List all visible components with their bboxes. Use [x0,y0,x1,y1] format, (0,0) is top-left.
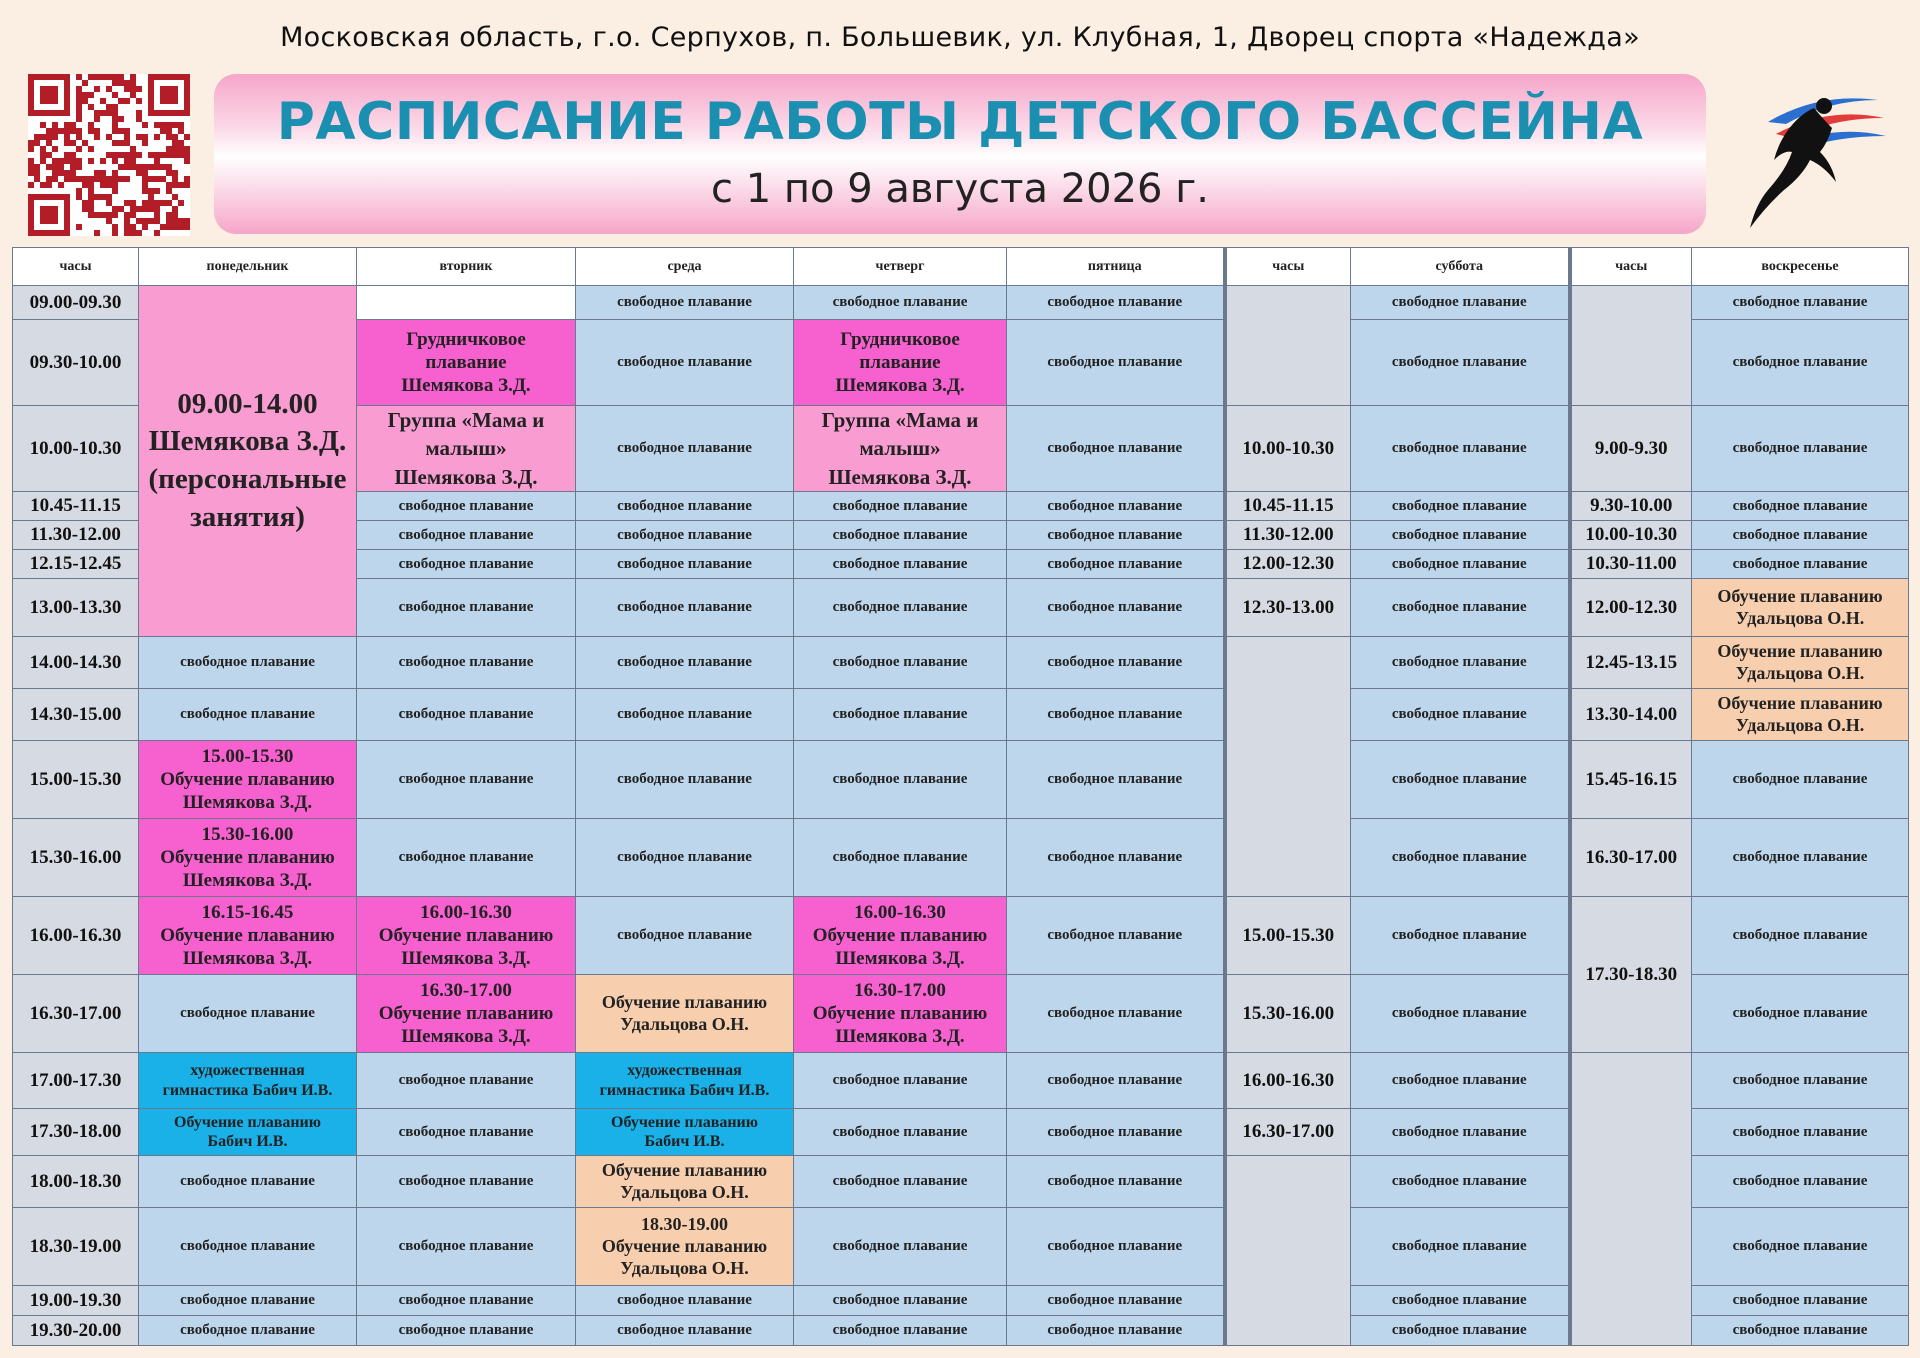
table-row [13,819,1909,897]
monday-free-swim: свободное плавание [139,1208,357,1286]
tuesday-lesson-shemyakova [357,897,576,975]
friday-free-swim: свободное плавание [1007,550,1225,579]
cell-text-line: гимнастика Бабич И.В. [162,1081,333,1099]
tuesday-free-swim: свободное плавание [357,492,576,521]
friday-free-swim: свободное плавание [1007,1053,1225,1109]
table-row [13,637,1909,689]
date-range: с 1 по 9 августа 2026 г. [711,166,1209,212]
cell-text-line: 16.00-16.30 [420,901,512,923]
cell-text-line: Удальцова О.Н. [620,1257,749,1278]
hours-cell: 09.30-10.00 [13,320,139,406]
col-header-saturday-hours: часы [1225,248,1351,286]
hours-cell: 10.45-11.15 [13,492,139,521]
thursday-free-swim: свободное плавание [794,286,1007,320]
col-header-monday: понедельник [139,248,357,286]
tuesday-free-swim: свободное плавание [357,1208,576,1286]
wednesday-free-swim: свободное плавание [576,819,794,897]
sunday-hours-cell: 13.30-14.00 [1570,689,1692,741]
thursday-lesson-shemyakova [794,975,1007,1053]
wednesday-free-swim: свободное плавание [576,521,794,550]
tuesday-free-swim: свободное плавание [357,689,576,741]
tuesday-mom-and-baby-group [357,406,576,492]
thursday-free-swim: свободное плавание [794,492,1007,521]
saturday-free-swim: свободное плавание [1351,1286,1570,1316]
tuesday-infant-swimming [357,320,576,406]
col-header-tuesday: вторник [357,248,576,286]
tuesday-free-swim: свободное плавание [357,1156,576,1208]
hours-cell: 18.00-18.30 [13,1156,139,1208]
thursday-free-swim: свободное плавание [794,579,1007,637]
tuesday-free-swim: свободное плавание [357,1109,576,1156]
cell-text-line: Шемякова З.Д. [182,792,313,814]
cell-text-line: Обучение плаванию [378,1002,554,1024]
saturday-free-swim: свободное плавание [1351,286,1570,320]
cell-text-line: Обучение плаванию [812,924,988,946]
sunday-hours-empty [1570,1053,1692,1346]
tuesday-free-swim: свободное плавание [357,741,576,819]
monday-free-swim: свободное плавание [139,1316,357,1346]
cell-text-line: художественная [627,1062,742,1080]
thursday-free-swim: свободное плавание [794,689,1007,741]
tuesday-free-swim: свободное плавание [357,1053,576,1109]
cell-text-line: занятия) [190,500,305,533]
saturday-free-swim: свободное плавание [1351,320,1570,406]
cell-text-line: 18.30-19.00 [641,1213,728,1234]
address-line: Московская область, г.о. Серпухов, п. Большевик, ул. Клубная, 1, Дворец спорта «Надежда» [280,22,1640,53]
cell-text-line: плавание [859,351,941,373]
cell-text-line: Обучение плаванию [601,1235,768,1256]
sunday-hours-cell: 10.30-11.00 [1570,550,1692,579]
friday-free-swim: свободное плавание [1007,286,1225,320]
cell-text-line: 15.30-16.00 [201,823,294,845]
friday-free-swim: свободное плавание [1007,1208,1225,1286]
thursday-free-swim: свободное плавание [794,637,1007,689]
sunday-hours-cell: 9.30-10.00 [1570,492,1692,521]
hours-cell: 19.00-19.30 [13,1286,139,1316]
monday-free-swim: свободное плавание [139,975,357,1053]
friday-free-swim: свободное плавание [1007,406,1225,492]
sunday-hours-cell: 12.00-12.30 [1570,579,1692,637]
wednesday-lesson-udaltsova [576,1156,794,1208]
thursday-free-swim: свободное плавание [794,550,1007,579]
cell-text-line: малыш» [859,436,941,461]
table-row [13,897,1909,975]
sunday-lesson-udaltsova [1692,579,1909,637]
monday-personal-sessions [139,286,357,637]
saturday-free-swim: свободное плавание [1351,406,1570,492]
table-row [13,1053,1909,1109]
cell-text-line: Обучение плаванию [1717,585,1883,606]
saturday-free-swim: свободное плавание [1351,1109,1570,1156]
friday-free-swim: свободное плавание [1007,521,1225,550]
thursday-free-swim: свободное плавание [794,1286,1007,1316]
monday-free-swim: свободное плавание [139,637,357,689]
friday-free-swim: свободное плавание [1007,1286,1225,1316]
cell-text-line: Обучение плаванию [611,1113,758,1131]
friday-free-swim: свободное плавание [1007,320,1225,406]
thursday-free-swim: свободное плавание [794,1208,1007,1286]
friday-free-swim: свободное плавание [1007,741,1225,819]
monday-free-swim: свободное плавание [139,1286,357,1316]
saturday-free-swim: свободное плавание [1351,819,1570,897]
col-header-hours: часы [13,248,139,286]
monday-gymnastics-babich [139,1053,357,1109]
cell-text-line: Удальцова О.Н. [1735,662,1865,683]
sunday-hours-empty [1570,286,1692,406]
cell-text-line: Грудничковое [840,328,960,350]
saturday-hours-cell: 10.45-11.15 [1225,492,1351,521]
cell-text-line: гимнастика Бабич И.В. [599,1081,770,1099]
cell-text-line: Удальцова О.Н. [620,1013,749,1034]
thursday-free-swim: свободное плавание [794,741,1007,819]
cell-text-line: Бабич И.В. [207,1133,288,1151]
page-title: РАСПИСАНИЕ РАБОТЫ ДЕТСКОГО БАССЕЙНА [276,92,1644,152]
saturday-hours-empty [1225,1156,1351,1346]
table-row [13,741,1909,819]
cell-text-line: малыш» [425,436,507,461]
thursday-mom-and-baby-group [794,406,1007,492]
col-header-wednesday: среда [576,248,794,286]
sunday-lesson-udaltsova [1692,637,1909,689]
saturday-hours-cell: 15.30-16.00 [1225,975,1351,1053]
cell-text-line: Шемякова З.Д. [401,375,531,397]
sunday-free-swim: свободное плавание [1692,1053,1909,1109]
cell-text-line: плавание [425,351,507,373]
sunday-free-swim: свободное плавание [1692,521,1909,550]
tuesday-empty-cell [357,286,576,320]
thursday-lesson-shemyakova [794,897,1007,975]
friday-free-swim: свободное плавание [1007,1156,1225,1208]
hours-cell: 15.30-16.00 [13,819,139,897]
saturday-free-swim: свободное плавание [1351,741,1570,819]
cell-text-line: Обучение плаванию [160,846,335,868]
sunday-free-swim: свободное плавание [1692,1109,1909,1156]
sunday-hours-cell: 17.30-18.30 [1570,897,1692,1053]
thursday-free-swim: свободное плавание [794,1053,1007,1109]
hours-cell: 17.00-17.30 [13,1053,139,1109]
wednesday-lesson-udaltsova [576,1208,794,1286]
tuesday-free-swim: свободное плавание [357,550,576,579]
hours-cell: 15.00-15.30 [13,741,139,819]
sunday-free-swim: свободное плавание [1692,550,1909,579]
cell-text-line: Удальцова О.Н. [1735,714,1865,735]
table-header-row [13,248,1909,286]
col-header-sunday-hours: часы [1570,248,1692,286]
sunday-free-swim: свободное плавание [1692,1316,1909,1346]
cell-text-line: Удальцова О.Н. [1735,607,1865,628]
friday-free-swim: свободное плавание [1007,689,1225,741]
monday-lesson-shemyakova [139,819,357,897]
wednesday-free-swim: свободное плавание [576,689,794,741]
cell-text-line: Шемякова З.Д. [148,425,347,458]
monday-lesson-shemyakova [139,897,357,975]
cell-text-line: Обучение плаванию [601,1159,768,1180]
col-header-sunday: воскресенье [1692,248,1909,286]
col-header-thursday: четверг [794,248,1007,286]
cell-text-line: художественная [190,1062,305,1080]
table-row [13,286,1909,320]
tuesday-free-swim: свободное плавание [357,637,576,689]
cell-text-line: 16.30-17.00 [420,979,512,1001]
hours-cell: 16.00-16.30 [13,897,139,975]
cell-text-line: Обучение плаванию [378,924,554,946]
hours-cell: 12.15-12.45 [13,550,139,579]
saturday-hours-cell: 15.00-15.30 [1225,897,1351,975]
hours-cell: 10.00-10.30 [13,406,139,492]
hours-cell: 16.30-17.00 [13,975,139,1053]
cell-text-line: Удальцова О.Н. [620,1181,749,1202]
wednesday-lesson-udaltsova [576,975,794,1053]
wednesday-free-swim: свободное плавание [576,1286,794,1316]
saturday-free-swim: свободное плавание [1351,1316,1570,1346]
qr-code-icon[interactable] [28,74,190,236]
wednesday-free-swim: свободное плавание [576,741,794,819]
wednesday-free-swim: свободное плавание [576,579,794,637]
table-row [13,689,1909,741]
friday-free-swim: свободное плавание [1007,1109,1225,1156]
sunday-free-swim: свободное плавание [1692,1156,1909,1208]
wednesday-free-swim: свободное плавание [576,320,794,406]
friday-free-swim: свободное плавание [1007,819,1225,897]
swimmer-logo-icon [1728,78,1888,234]
wednesday-lesson-babich [576,1109,794,1156]
cell-text-line: Шемякова З.Д. [835,948,965,970]
friday-free-swim: свободное плавание [1007,1316,1225,1346]
cell-text-line: Обучение плаванию [160,768,335,790]
hours-cell: 11.30-12.00 [13,521,139,550]
saturday-free-swim: свободное плавание [1351,637,1570,689]
hours-cell: 17.30-18.00 [13,1109,139,1156]
saturday-free-swim: свободное плавание [1351,550,1570,579]
saturday-free-swim: свободное плавание [1351,1156,1570,1208]
tuesday-free-swim: свободное плавание [357,1316,576,1346]
hours-cell: 14.30-15.00 [13,689,139,741]
thursday-free-swim: свободное плавание [794,1156,1007,1208]
saturday-free-swim: свободное плавание [1351,1053,1570,1109]
saturday-hours-empty [1225,286,1351,406]
sunday-free-swim: свободное плавание [1692,819,1909,897]
cell-text-line: Шемякова З.Д. [182,948,313,970]
wednesday-free-swim: свободное плавание [576,286,794,320]
saturday-free-swim: свободное плавание [1351,521,1570,550]
cell-text-line: Обучение плаванию [812,1002,988,1024]
cell-text-line: Грудничковое [406,328,526,350]
sunday-hours-cell: 15.45-16.15 [1570,741,1692,819]
title-banner [214,74,1706,234]
friday-free-swim: свободное плавание [1007,637,1225,689]
pool-schedule-table [12,247,1909,1346]
sunday-hours-cell: 16.30-17.00 [1570,819,1692,897]
tuesday-lesson-shemyakova [357,975,576,1053]
thursday-free-swim: свободное плавание [794,819,1007,897]
monday-lesson-babich [139,1109,357,1156]
saturday-free-swim: свободное плавание [1351,492,1570,521]
sunday-free-swim: свободное плавание [1692,320,1909,406]
cell-text-line: Группа «Мама и [387,408,545,432]
saturday-hours-cell: 16.30-17.00 [1225,1109,1351,1156]
hours-cell: 18.30-19.00 [13,1208,139,1286]
cell-text-line: Обучение плаванию [174,1113,321,1131]
cell-text-line: Обучение плаванию [160,924,335,946]
cell-text-line: 15.00-15.30 [201,745,294,767]
sunday-hours-cell: 12.45-13.15 [1570,637,1692,689]
sunday-hours-cell: 10.00-10.30 [1570,521,1692,550]
cell-text-line: Шемякова З.Д. [401,1026,531,1048]
cell-text-line: Шемякова З.Д. [835,1026,965,1048]
sunday-free-swim: свободное плавание [1692,1286,1909,1316]
cell-text-line: Обучение плаванию [1717,640,1883,661]
cell-text-line: 09.00-14.00 [177,387,318,420]
sunday-hours-cell: 9.00-9.30 [1570,406,1692,492]
cell-text-line: Обучение плаванию [601,991,768,1012]
wednesday-free-swim: свободное плавание [576,1316,794,1346]
sunday-lesson-udaltsova [1692,689,1909,741]
cell-text-line: Шемякова З.Д. [835,375,965,397]
cell-text-line: Обучение плаванию [1717,692,1883,713]
cell-text-line: Бабич И.В. [644,1133,725,1151]
sunday-free-swim: свободное плавание [1692,1208,1909,1286]
thursday-free-swim: свободное плавание [794,1316,1007,1346]
saturday-free-swim: свободное плавание [1351,579,1570,637]
saturday-free-swim: свободное плавание [1351,1208,1570,1286]
saturday-hours-cell: 16.00-16.30 [1225,1053,1351,1109]
cell-text-line: (персональные [148,463,347,496]
monday-lesson-shemyakova [139,741,357,819]
col-header-friday: пятница [1007,248,1225,286]
thursday-infant-swimming [794,320,1007,406]
cell-text-line: 16.15-16.45 [201,901,294,923]
cell-text-line: Шемякова З.Д. [828,464,972,489]
sunday-free-swim: свободное плавание [1692,975,1909,1053]
saturday-hours-cell: 10.00-10.30 [1225,406,1351,492]
hours-cell: 09.00-09.30 [13,286,139,320]
cell-text-line: 16.00-16.30 [854,901,946,923]
monday-free-swim: свободное плавание [139,689,357,741]
hours-cell: 13.00-13.30 [13,579,139,637]
hours-cell: 19.30-20.00 [13,1316,139,1346]
friday-free-swim: свободное плавание [1007,897,1225,975]
wednesday-free-swim: свободное плавание [576,637,794,689]
saturday-hours-cell: 12.00-12.30 [1225,550,1351,579]
tuesday-free-swim: свободное плавание [357,819,576,897]
saturday-hours-cell: 11.30-12.00 [1225,521,1351,550]
cell-text-line: Шемякова З.Д. [394,464,538,489]
tuesday-free-swim: свободное плавание [357,521,576,550]
friday-free-swim: свободное плавание [1007,492,1225,521]
wednesday-free-swim: свободное плавание [576,492,794,521]
cell-text-line: Шемякова З.Д. [182,870,313,892]
tuesday-free-swim: свободное плавание [357,1286,576,1316]
wednesday-free-swim: свободное плавание [576,406,794,492]
monday-free-swim: свободное плавание [139,1156,357,1208]
hours-cell: 14.00-14.30 [13,637,139,689]
wednesday-free-swim: свободное плавание [576,897,794,975]
saturday-free-swim: свободное плавание [1351,975,1570,1053]
sunday-free-swim: свободное плавание [1692,897,1909,975]
cell-text-line: Шемякова З.Д. [401,948,531,970]
wednesday-gymnastics-babich [576,1053,794,1109]
thursday-free-swim: свободное плавание [794,1109,1007,1156]
sunday-free-swim: свободное плавание [1692,492,1909,521]
tuesday-free-swim: свободное плавание [357,579,576,637]
saturday-free-swim: свободное плавание [1351,897,1570,975]
sunday-free-swim: свободное плавание [1692,741,1909,819]
wednesday-free-swim: свободное плавание [576,550,794,579]
cell-text-line: 16.30-17.00 [854,979,946,1001]
sunday-free-swim: свободное плавание [1692,406,1909,492]
saturday-free-swim: свободное плавание [1351,689,1570,741]
cell-text-line: Группа «Мама и [821,408,979,432]
col-header-saturday: суббота [1351,248,1570,286]
saturday-hours-empty [1225,637,1351,897]
friday-free-swim: свободное плавание [1007,975,1225,1053]
friday-free-swim: свободное плавание [1007,579,1225,637]
sunday-free-swim: свободное плавание [1692,286,1909,320]
saturday-hours-cell: 12.30-13.00 [1225,579,1351,637]
thursday-free-swim: свободное плавание [794,521,1007,550]
